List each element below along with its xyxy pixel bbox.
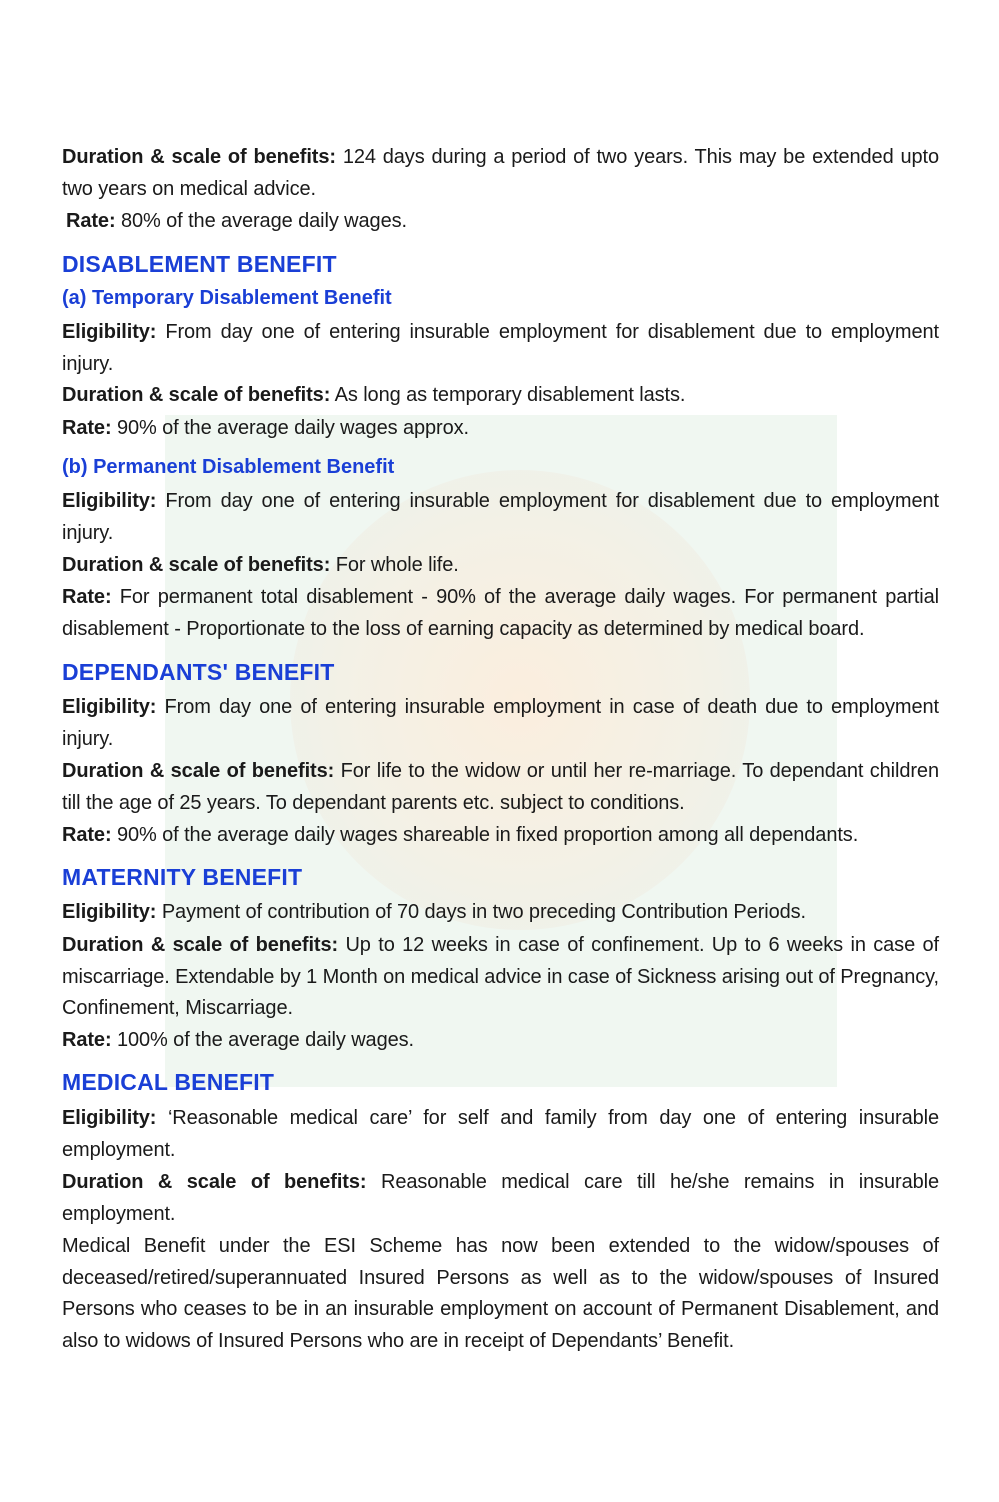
label: Duration & scale of benefits: bbox=[62, 554, 331, 576]
text: For permanent total disablement - 90% of the average daily wages. For permanent partial disablement - Proportionate to the loss of earning capacity as determined by medical board. bbox=[62, 586, 939, 640]
temporary-eligibility bbox=[62, 317, 939, 380]
medical-eligibility bbox=[62, 1103, 939, 1166]
label: Rate: bbox=[66, 210, 116, 232]
label: Eligibility: bbox=[62, 696, 157, 718]
subsection-heading: (a) Temporary Disablement Benefit bbox=[62, 287, 392, 309]
section-heading: MATERNITY BENEFIT bbox=[62, 864, 303, 890]
temporary-duration bbox=[62, 380, 939, 412]
label: Rate: bbox=[62, 417, 112, 439]
text: Reasonable medical care till he/she remains in insurable employment. bbox=[62, 1171, 939, 1225]
maternity-duration bbox=[62, 930, 939, 1025]
intro-rate bbox=[66, 206, 943, 238]
text: 100% of the average daily wages. bbox=[111, 1029, 414, 1051]
label: Duration & scale of benefits: bbox=[62, 1171, 367, 1193]
label: Duration & scale of benefits: bbox=[62, 146, 336, 168]
section-heading: DISABLEMENT BENEFIT bbox=[62, 251, 337, 277]
text: As long as temporary disablement lasts. bbox=[330, 384, 686, 406]
text: 80% of the average daily wages. bbox=[115, 210, 407, 232]
label: Eligibility: bbox=[62, 321, 157, 343]
medical-extension-paragraph: Medical Benefit under the ESI Scheme has now been extended to the widow/spouses of deceased/retired/superannuated Insured Persons as well as to the widow/spouses of Insured Persons who ceases to be in an insurable employment on account of Permanent Disablement, and also to widows of Insured Persons who are in receipt of Dependants’ Benefit. bbox=[62, 1235, 939, 1352]
label: Eligibility: bbox=[62, 901, 157, 923]
text: From day one of entering insurable employment for disablement due to employment injury. bbox=[62, 490, 939, 544]
label: Rate: bbox=[62, 1029, 112, 1051]
permanent-rate bbox=[62, 582, 939, 645]
label: Duration & scale of benefits: bbox=[62, 384, 331, 406]
text: 90% of the average daily wages approx. bbox=[111, 417, 469, 439]
text: From day one of entering insurable employment for disablement due to employment injury. bbox=[62, 321, 939, 375]
subsection-heading: (b) Permanent Disablement Benefit bbox=[62, 456, 395, 478]
text: Payment of contribution of 70 days in two preceding Contribution Periods. bbox=[156, 901, 807, 923]
label: Eligibility: bbox=[62, 1107, 157, 1129]
text: 90% of the average daily wages shareable in fixed proportion among all dependants. bbox=[111, 824, 859, 846]
dependants-duration bbox=[62, 756, 939, 819]
label: Rate: bbox=[62, 586, 112, 608]
dependants-rate bbox=[62, 820, 939, 852]
label: Duration & scale of benefits: bbox=[62, 760, 335, 782]
medical-duration bbox=[62, 1167, 939, 1230]
label: Eligibility: bbox=[62, 490, 157, 512]
permanent-duration bbox=[62, 550, 939, 582]
label: Duration & scale of benefits: bbox=[62, 934, 339, 956]
permanent-eligibility bbox=[62, 486, 939, 549]
maternity-rate bbox=[62, 1025, 939, 1057]
intro-duration bbox=[62, 142, 939, 205]
section-heading: MEDICAL BENEFIT bbox=[62, 1069, 275, 1095]
text: Up to 12 weeks in case of confinement. Up to 6 weeks in case of miscarriage. Extendable by 1 Month on medical advice in case of Sickness arising out of Pregnancy, Confinement, Miscarriage. bbox=[62, 934, 939, 1019]
text: ‘Reasonable medical care’ for self and family from day one of entering insurable employment. bbox=[62, 1107, 939, 1161]
label: Rate: bbox=[62, 824, 112, 846]
text: From day one of entering insurable employment in case of death due to employment injury. bbox=[62, 696, 939, 750]
text: For whole life. bbox=[330, 554, 459, 576]
dependants-eligibility bbox=[62, 692, 939, 755]
temporary-rate bbox=[62, 413, 939, 445]
maternity-eligibility bbox=[62, 897, 939, 929]
text: For life to the widow or until her re-marriage. To dependant children till the age of 25 years. To dependant parents etc. subject to conditions. bbox=[62, 760, 939, 814]
text: 124 days during a period of two years. This may be extended upto two years on medical advice. bbox=[62, 146, 939, 200]
section-heading: DEPENDANTS' BENEFIT bbox=[62, 659, 335, 685]
